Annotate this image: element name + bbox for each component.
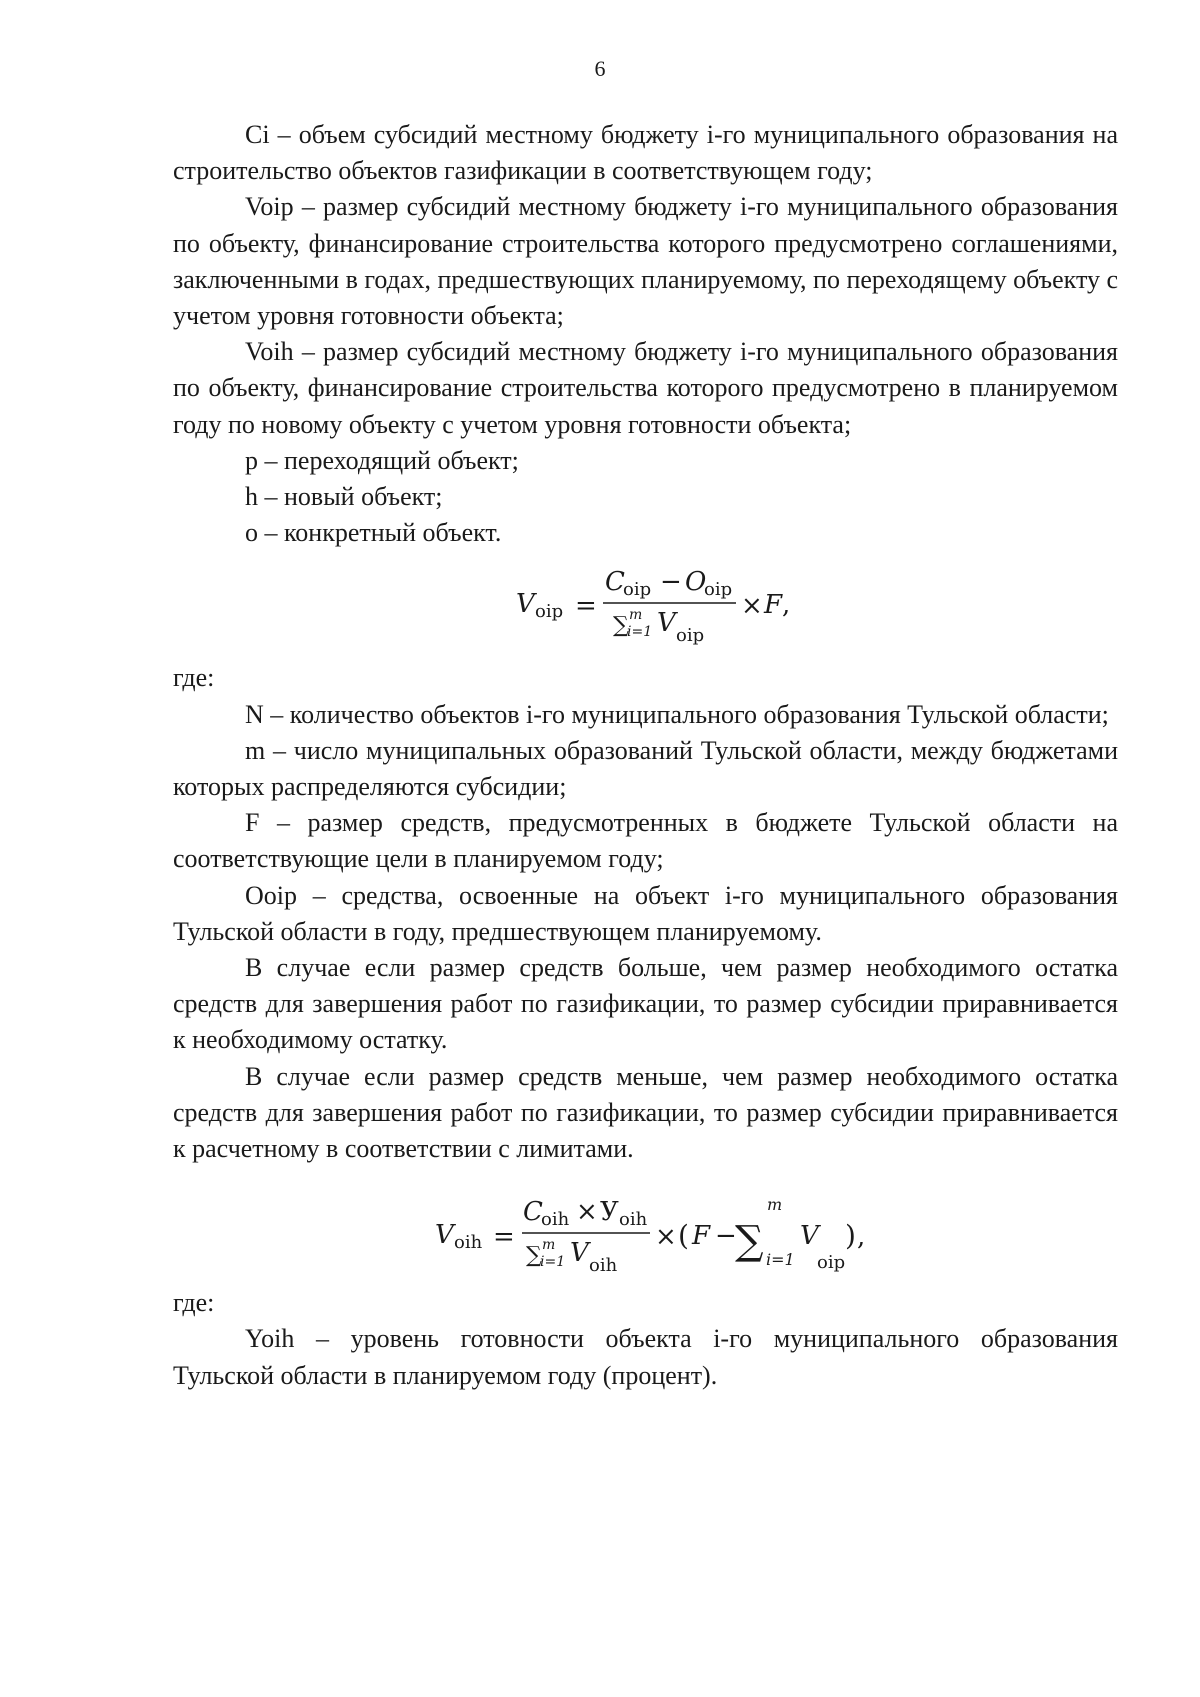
formula1-times: × xyxy=(741,591,763,622)
formula2-minus: − xyxy=(715,1221,737,1252)
formula2-lhs-sub: oih xyxy=(454,1232,483,1254)
formula2-lhs-v: V xyxy=(435,1220,454,1251)
formula1-lhs-v: V xyxy=(516,589,535,620)
formula1-lhs-sub: oip xyxy=(535,601,564,623)
formula1-minus: − xyxy=(660,567,682,598)
definition-yoih: Yoih – уровень готовности объекта i-го муниципального образования Тульской области в планируемом году (процент). xyxy=(173,1324,1118,1390)
where-label-1: где: xyxy=(173,663,215,693)
formula1-den-v-sub: oip xyxy=(676,625,705,647)
definition-p: p – переходящий объект; xyxy=(245,445,519,475)
formula2-paren-close: ) xyxy=(845,1219,856,1253)
formula1-den-sum: ∑ xyxy=(613,613,629,639)
spacer xyxy=(173,646,1118,660)
definition-ooip: Ooip – средства, освоенные на объект i-го муниципального образования Тульской области в году, предшествующем планируемому. xyxy=(173,880,1118,946)
definition-voih: Voih – размер субсидий местному бюджету i-го муниципального образования по объекту, финансирование строительства которого предусмотрено в планируемом году по новому объекту с учетом уровня готовности объекта; xyxy=(173,337,1118,439)
definition-voip: Voip – размер субсидий местному бюджету i-го муниципального образования по объекту, финансирование строительства которого предусмотрено соглашениями, заключенными в годах, предшествующих планируемому, по переходящему объекту с учетом уровня готовности объекта; xyxy=(173,192,1119,331)
formula2-sum-sub: i=1 xyxy=(766,1250,795,1270)
formula-voip xyxy=(173,551,1118,646)
paragraph-less-funds: В случае если размер средств меньше, чем размер необходимого остатка средств для завершения работ по газификации, то размер субсидии приравнивается к расчетному в соответствии с лимитами. xyxy=(173,1061,1118,1164)
formula1-equals: = xyxy=(575,591,597,622)
formula2-num-times: × xyxy=(576,1197,598,1228)
formula2-num-y: У xyxy=(600,1197,619,1228)
formula2-den-sum: ∑ xyxy=(526,1243,542,1269)
formula2-comma: , xyxy=(857,1222,866,1253)
formula1-den-sum-sup: m xyxy=(629,607,643,624)
formula2-times: × xyxy=(655,1222,677,1253)
formula2-den-sum-sub: i=1 xyxy=(540,1254,566,1271)
formula2-den-v-sub: oih xyxy=(589,1255,618,1277)
formula2-sum: ∑ xyxy=(735,1218,764,1265)
paragraph-more-funds: В случае если размер средств больше, чем размер необходимого остатка средств для завершения работ по газификации, то размер субсидии приравнивается к необходимому остатку. xyxy=(173,953,1118,1055)
formula1-den-v: V xyxy=(657,608,676,639)
formula-voih xyxy=(173,1167,1118,1285)
formula2-sum-sup: m xyxy=(767,1195,783,1215)
formula1-f: F xyxy=(764,590,783,621)
formula1-num-o-sub: oip xyxy=(704,579,733,601)
formula1-num-o: O xyxy=(685,567,707,598)
definition-m: m – число муниципальных образований Тульской области, между бюджетами которых распределяются субсидии; xyxy=(173,735,1118,802)
formula1-comma: , xyxy=(782,590,791,621)
formula2-paren-open: ( xyxy=(678,1219,689,1253)
formula2-v: V xyxy=(800,1221,819,1252)
definition-n: N – количество объектов i-го муниципального образования Тульской области; xyxy=(245,699,1109,729)
formula2-v-sub: oip xyxy=(817,1252,846,1274)
formula2-equals: = xyxy=(493,1222,515,1253)
definition-f: F – размер средств, предусмотренных в бюджете Тульской области на соответствующие цели в планируемом году; xyxy=(173,808,1118,874)
formula1-num-c: C xyxy=(605,567,625,598)
formula2-num-c: C xyxy=(523,1197,543,1228)
definition-ci: Ci – объем субсидий местному бюджету i-го муниципального образования на строительство объектов газификации в соответствующем году; xyxy=(173,120,1118,186)
definition-h: h – новый объект; xyxy=(245,482,443,512)
formula2-den-v: V xyxy=(570,1238,589,1269)
formula1-den-sum-sub: i=1 xyxy=(627,624,653,641)
formula2-num-c-sub: oih xyxy=(541,1209,570,1231)
page-number: 6 xyxy=(594,56,606,81)
definition-o: o – конкретный объект. xyxy=(245,518,502,548)
formula1-num-c-sub: oip xyxy=(623,579,652,601)
formula2-f: F xyxy=(692,1221,711,1252)
formula2-den-sum-sup: m xyxy=(542,1237,556,1254)
where-label-2: где: xyxy=(173,1288,215,1318)
formula2-num-y-sub: oih xyxy=(619,1209,648,1231)
document-body xyxy=(173,117,1118,1394)
